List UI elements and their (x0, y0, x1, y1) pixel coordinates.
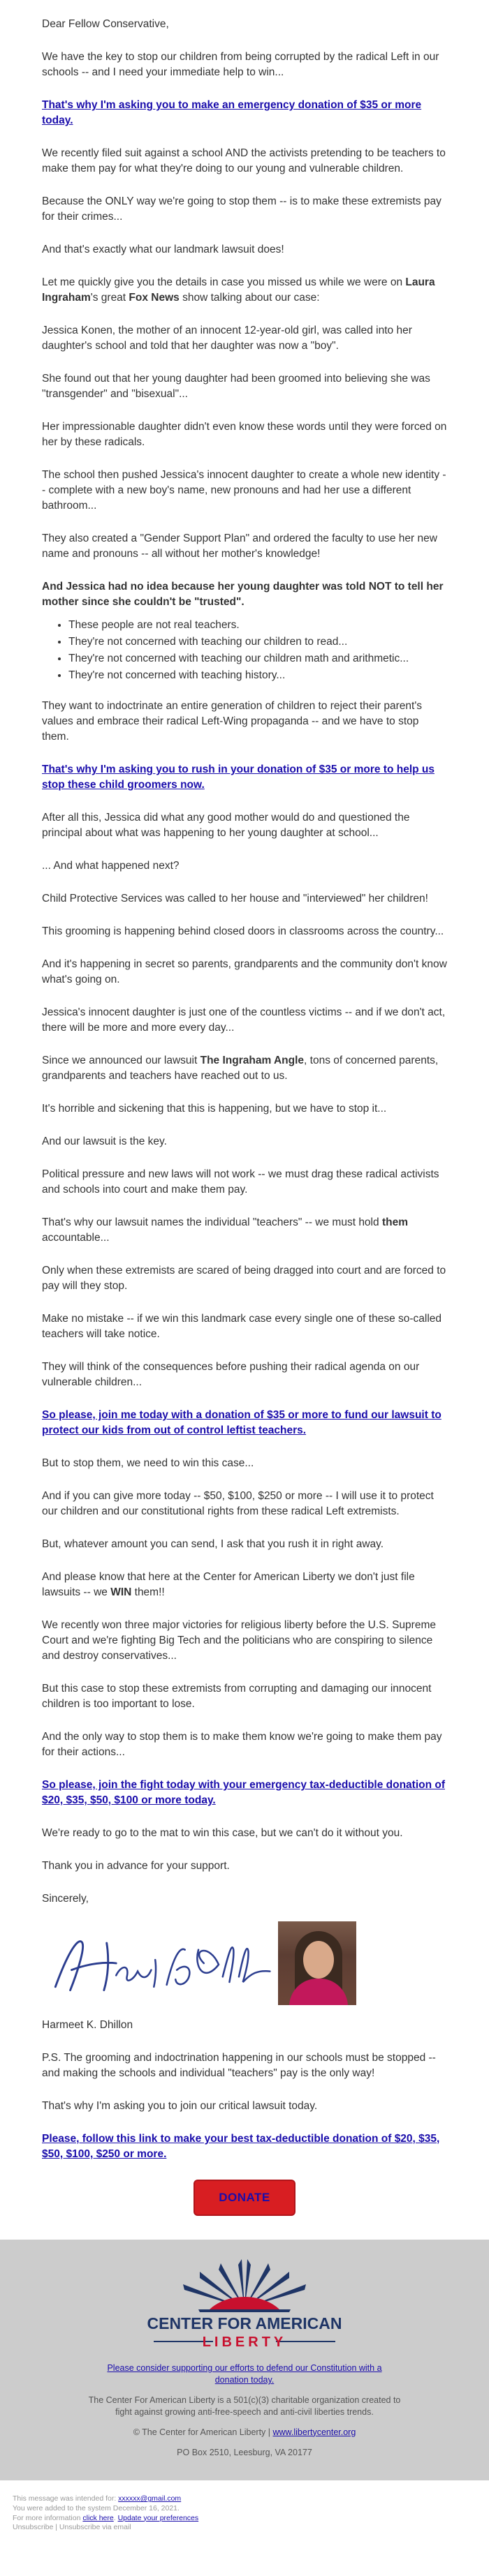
greeting: Dear Fellow Conservative, (42, 18, 169, 30)
paragraph: And if you can give more today -- $50, $100, $250 or more -- I will use it to protect our children and our constitutional rights from these radical Left extremists. (42, 1490, 434, 1517)
paragraph: Thank you in advance for your support. (42, 1860, 230, 1872)
postscript: P.S. The grooming and indoctrination happening in our schools must be stopped -- and making the schools and individual "teachers" pay is the only way! (42, 2052, 436, 2079)
paragraph: And that's exactly what our landmark lawsuit does! (42, 244, 284, 255)
paragraph (42, 1570, 447, 1600)
paragraph: Her impressionable daughter didn't even know these words until they were forced on her by these radicals. (42, 421, 447, 448)
signer-photo (278, 1921, 356, 2005)
click-here-link[interactable]: click here (82, 2513, 114, 2522)
paragraph: But, whatever amount you can send, I ask that you rush it in right away. (42, 1538, 384, 1550)
footer (0, 2240, 489, 2480)
logo-line2: LIBERTY (202, 2335, 287, 2351)
added-date-line: You were added to the system December 16, 2021. (13, 2504, 180, 2513)
update-preferences-link[interactable]: Update your preferences (117, 2513, 199, 2522)
text: them!! (131, 1586, 165, 1598)
about-text: The Center For American Liberty is a 501(c)(3) charitable organization created to fight against growing anti-free-speech and anti-civil liberties trends. (88, 2395, 401, 2417)
donation-link[interactable]: That's why I'm asking you to make an emergency donation of $35 or more today. (42, 99, 422, 126)
donation-link-paragraph (42, 2131, 447, 2162)
text: And please know that here at the Center for American Liberty we don't just file lawsuits -- we (42, 1571, 415, 1598)
unsubscribe-line[interactable]: Unsubscribe | Unsubscribe via email (13, 2523, 131, 2532)
letter-body (42, 0, 447, 2240)
paragraph: They want to indoctrinate an entire generation of children to reject their parent's values and embrace their radical Left-Wing propaganda -- and we have to stop them. (42, 700, 423, 743)
text: . (113, 2513, 118, 2522)
text: Let me quickly give you the details in case you missed us while we were on (42, 276, 406, 288)
bold-name: Laura Ingraham (42, 276, 435, 304)
paragraph: Only when these extremists are scared of being dragged into court and are forced to pay will they stop. (42, 1265, 446, 1292)
text: This message was intended for: (13, 2494, 119, 2503)
bold-show: The Ingraham Angle (200, 1055, 305, 1066)
paragraph: But this case to stop these extremists from corrupting and damaging our innocent children is too important to lose. (42, 1683, 432, 1710)
paragraph: And our lawsuit is the key. (42, 1136, 167, 1147)
paragraph: They also created a "Gender Support Plan" and ordered the faculty to use her new name and pronouns -- all without her mother's knowledge! (42, 533, 437, 560)
legal-footer (0, 2480, 489, 2541)
list-item: • They're not concerned with teaching our children math and arithmetic... (68, 651, 447, 667)
paragraph: The school then pushed Jessica's innocent daughter to create a whole new identity -- complete with a new boy's name, new pronouns and had her use a different bathroom... (42, 469, 446, 512)
sign-off: Sincerely, (42, 1893, 89, 1905)
organization-logo (140, 2259, 349, 2357)
website-link[interactable]: www.libertycenter.org (272, 2427, 356, 2437)
paragraph: We recently won three major victories for religious liberty before the U.S. Supreme Court and we're fighting Big Tech and the politicians who are conspiring to silence and destroy conservatives... (42, 1619, 436, 1662)
paragraph: After all this, Jessica did what any good mother would do and questioned the principal about what was happening to her young daughter at school... (42, 812, 410, 839)
text: accountable... (42, 1232, 110, 1244)
text: For more information (13, 2513, 83, 2522)
paragraph: We have the key to stop our children from being corrupted by the radical Left in our schools -- and I need your immediate help to win... (42, 51, 439, 78)
bold-word: WIN (110, 1586, 132, 1598)
text: show talking about our case: (179, 292, 320, 304)
paragraph (42, 1053, 447, 1084)
paragraph (42, 275, 447, 306)
text: That's why our lawsuit names the individual "teachers" -- we must hold (42, 1216, 382, 1228)
info-line (13, 2514, 476, 2524)
recipient-email-link[interactable]: xxxxxx@gmail.com (118, 2494, 182, 2503)
paragraph: And it's happening in secret so parents, grandparents and the community don't know what's going on. (42, 958, 447, 985)
donation-link-paragraph (42, 762, 447, 793)
donation-link-paragraph (42, 1408, 447, 1438)
handwritten-signature (42, 1921, 278, 2005)
address: PO Box 2510, Leesburg, VA 20177 (177, 2447, 312, 2457)
sunburst-icon (183, 2259, 306, 2312)
bold-network: Fox News (129, 292, 180, 304)
paragraph: And the only way to stop them is to make them know we're going to make them pay for their actions... (42, 1731, 442, 1758)
donation-link-paragraph (42, 98, 447, 128)
donation-link[interactable]: Please, follow this link to make your best tax-deductible donation of $20, $35, $50, $100, $250 or more. (42, 2133, 440, 2160)
donation-link[interactable]: That's why I'm asking you to rush in your donation of $35 or more to help us stop these child groomers now. (42, 764, 435, 791)
bold-paragraph: And Jessica had no idea because her young daughter was told NOT to tell her mother since she couldn't be "trusted". (42, 581, 444, 608)
paragraph: Because the ONLY way we're going to stop them -- is to make these extremists pay for their crimes... (42, 195, 441, 223)
donation-link[interactable]: So please, join the fight today with your emergency tax-deductible donation of $20, $35, $50, $100 or more today. (42, 1779, 446, 1806)
text: 's great (90, 292, 129, 304)
paragraph: She found out that her young daughter had been groomed into believing she was "transgender" and "bisexual"... (42, 373, 430, 400)
list-item: • These people are not real teachers. (68, 618, 447, 633)
recipient-line (13, 2494, 476, 2504)
paragraph: ... And what happened next? (42, 860, 180, 872)
paragraph: Jessica Konen, the mother of an innocent 12-year-old girl, was called into her daughter's school and told that her daughter was now a "boy". (42, 325, 412, 352)
paragraph: Jessica's innocent daughter is just one of the countless victims -- and if we don't act, there will be more and more every day... (42, 1006, 446, 1034)
paragraph: It's horrible and sickening that this is happening, but we have to stop it... (42, 1103, 387, 1115)
donation-link-paragraph (42, 1778, 447, 1808)
text: , tons of concerned parents, grandparents and teachers have reached out to us. (42, 1055, 439, 1082)
copyright-line (0, 2427, 489, 2439)
paragraph: But to stop them, we need to win this case... (42, 1457, 254, 1469)
list-item: • They're not concerned with teaching history... (68, 668, 447, 683)
signer-name: Harmeet K. Dhillon (42, 2019, 133, 2031)
support-link[interactable]: Please consider supporting our efforts to defend our Constitution with a donation today. (107, 2363, 382, 2385)
paragraph: We recently filed suit against a school AND the activists pretending to be teachers to make them pay for what they're doing to our young and vulnerable children. (42, 147, 446, 174)
donate-button[interactable]: DONATE (194, 2180, 295, 2216)
paragraph: Make no mistake -- if we win this landmark case every single one of these so-called teachers will take notice. (42, 1313, 442, 1340)
bold-word: them (381, 1216, 408, 1228)
signature-row (42, 1921, 447, 2005)
logo-line1: CENTER FOR AMERICAN (147, 2314, 342, 2333)
paragraph: This grooming is happening behind closed doors in classrooms across the country... (42, 925, 444, 937)
paragraph: Child Protective Services was called to her house and "interviewed" her children! (42, 893, 428, 904)
list-item: • They're not concerned with teaching our children to read... (68, 634, 447, 650)
donation-link[interactable]: So please, join me today with a donation of $35 or more to fund our lawsuit to protect our kids from out of control leftist teachers. (42, 1409, 441, 1436)
paragraph: We're ready to go to the mat to win this case, but we can't do it without you. (42, 1827, 403, 1839)
paragraph: Political pressure and new laws will not work -- we must drag these radical activists and schools into court and make them pay. (42, 1168, 439, 1196)
paragraph: They will think of the consequences before pushing their radical agenda on our vulnerable children... (42, 1361, 420, 1388)
bullet-list (42, 618, 447, 683)
donate-button-wrap (42, 2180, 447, 2216)
paragraph (42, 1215, 447, 1246)
paragraph: That's why I'm asking you to join our critical lawsuit today. (42, 2100, 318, 2112)
copyright-text: © The Center for American Liberty | (133, 2427, 273, 2437)
support-link-paragraph (98, 2362, 391, 2386)
text: Since we announced our lawsuit (42, 1055, 200, 1066)
